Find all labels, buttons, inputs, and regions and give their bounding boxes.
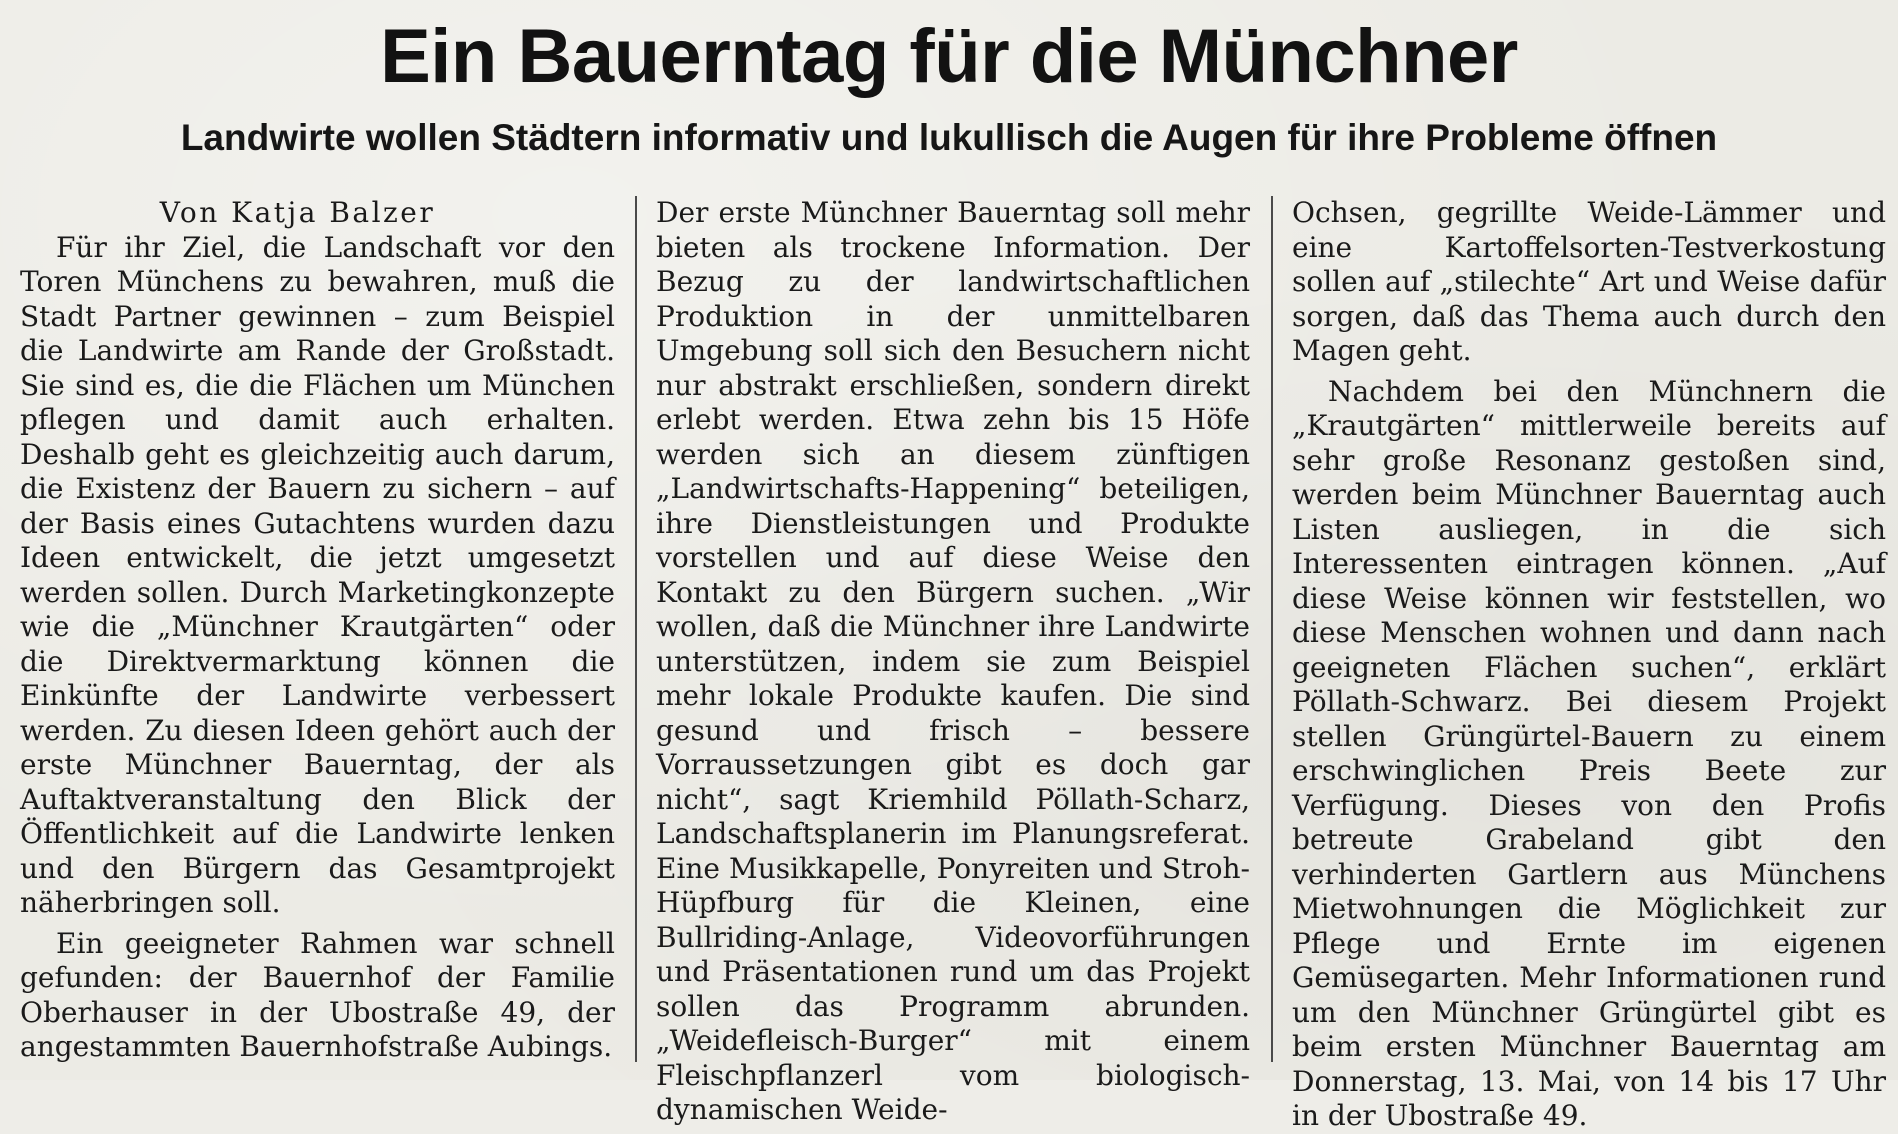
byline: Von Katja Balzer — [159, 196, 436, 229]
article-body — [20, 196, 1886, 1132]
paragraph-3-continued: Ochsen, gegrillte Weide-Lämmer und eine Kartoffelsorten-Testverkostung sollen auf „stilechte“ Art und Weise dafür sorgen, daß das Thema auch durch den Magen geht. — [1292, 196, 1886, 367]
subheadline: Landwirte wollen Städtern informativ und lukullisch die Augen für ihre Probleme öffnen — [180, 117, 1718, 158]
column-1 — [20, 196, 615, 1070]
headline: Ein Bauerntag für die Münchner — [380, 14, 1518, 99]
paragraph-1: Für ihr Ziel, die Landschaft vor den Toren Münchens zu bewahren, muß die Stadt Partner gewinnen – zum Beispiel die Landwirte am Rande der Großstadt. Sie sind es, die die Flächen um München pflegen und damit auch erhalten. Deshalb geht es gleichzeitig auch darum, die Existenz der Bauern zu sichern – auf der Basis eines Gutachtens wurden dazu Ideen entwickelt, die jetzt umgesetzt werden sollen. Durch Marketingkonzepte wie die „Münchner Krautgärten“ oder die Direktvermarktung können die Einkünfte der Landwirte verbessert werden. Zu diesen Ideen gehört auch der erste Münchner Bauerntag, der als Auftaktveranstaltung den Blick der Öffentlichkeit auf die Landwirte lenken und den Bürgern das Gesamtprojekt näherbringen soll. — [20, 230, 615, 919]
column-divider — [635, 196, 637, 1062]
paragraph-3: Der erste Münchner Bauerntag soll mehr bieten als trockene Information. Der Bezug zu der landwirtschaftlichen Produktion in der unmittelbaren Umgebung soll sich den Besuchern nicht nur abstrakt erschließen, sondern direkt erlebt werden. Etwa zehn bis 15 Höfe werden sich an diesem zünftigen „Landwirtschafts-Happening“ beteiligen, ihre Dienstleistungen und Produkte vorstellen und auf diese Weise den Kontakt zu den Bürgern suchen. „Wir wollen, daß die Münchner ihre Landwirte unterstützen, indem sie zum Beispiel mehr lokale Produkte kaufen. Die sind gesund und frisch – bessere Vorraussetzungen gibt es doch gar nicht“, sagt Kriemhild Pöllath-Scharz, Landschaftsplanerin im Planungsreferat. Eine Musikkapelle, Ponyreiten und Stroh-Hüpfburg für die Kleinen, eine Bullriding-Anlage, Videovorführungen und Präsentationen rund um das Projekt sollen das Programm abrunden. „Weidefleisch-Burger“ mit einem Fleischpflanzerl vom biologisch-dynamischen Weide- — [656, 196, 1250, 1126]
column-divider — [1271, 196, 1273, 1062]
paragraph-2: Ein geeigneter Rahmen war schnell gefunden: der Bauernhof der Familie Oberhauser in der Ubostraße 49, der angestammten Bauernhofstraße Aubings. — [20, 926, 615, 1063]
paragraph-4: Nachdem bei den Münchnern die „Krautgärten“ mittlerweile bereits auf sehr große Resonanz gestoßen sind, werden beim Münchner Bauerntag auch Listen ausliegen, in die sich Interessenten eintragen können. „Auf diese Weise können wir feststellen, wo diese Menschen wohnen und dann nach geeigneten Flächen suchen“, erklärt Pöllath-Schwarz. Bei diesem Projekt stellen Grüngürtel-Bauern zu einem erschwinglichen Preis Beete zur Verfügung. Dieses von den Profis betreute Grabeland gibt den verhinderten Gartlern aus Münchens Mietwohnungen die Möglichkeit zur Pflege und Ernte im eigenen Gemüsegarten. Mehr Informationen rund um den Münchner Grüngürtel gibt es beim ersten Münchner Bauerntag am Donnerstag, 13. Mai, von 14 bis 17 Uhr in der Ubostraße 49. — [1292, 374, 1886, 1132]
column-3 — [1292, 196, 1886, 1132]
column-2 — [656, 196, 1250, 1126]
